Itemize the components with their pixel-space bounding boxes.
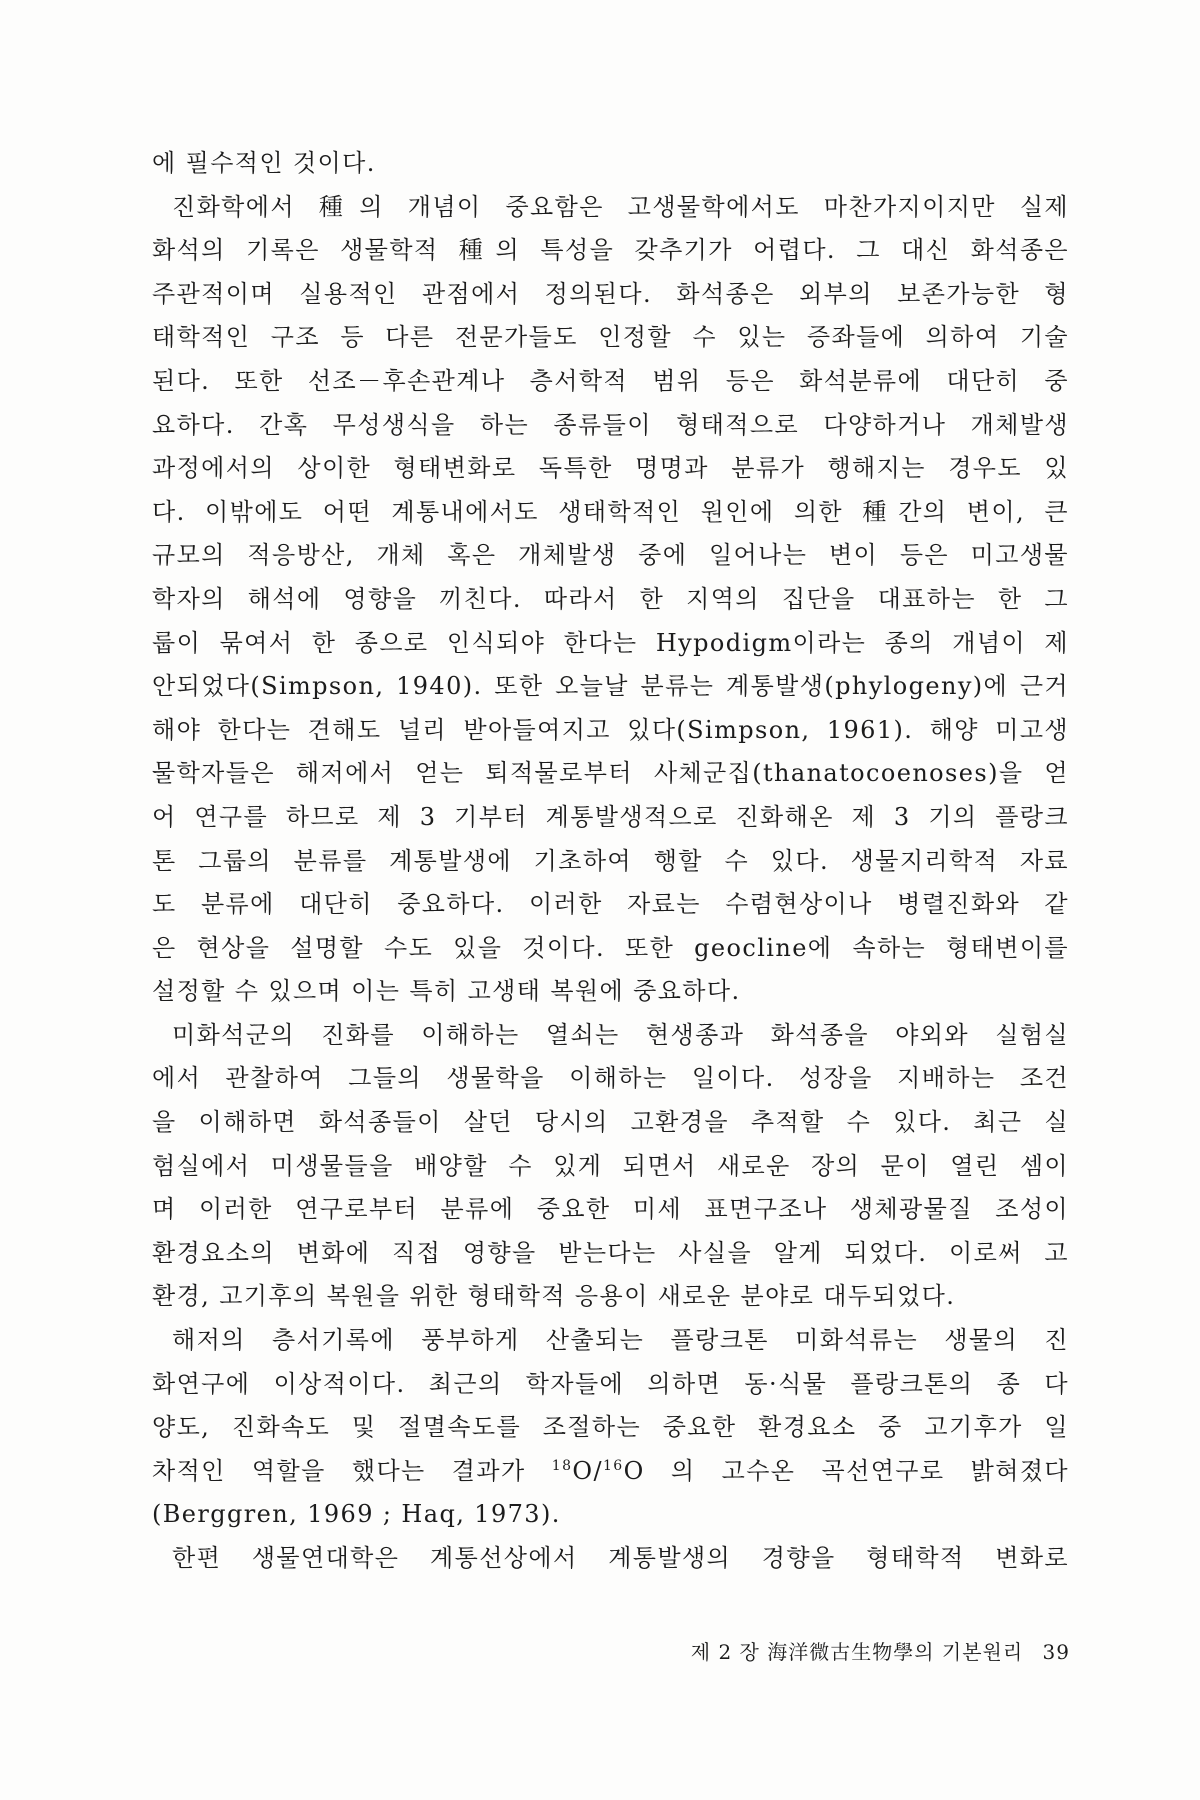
text-line: 다. 이밖에도 어떤 계통내에서도 생태학적인 원인에 의한 種간의 변이, 큰	[152, 497, 1069, 526]
text-line: 양도, 진화속도 및 절멸속도를 조절하는 중요한 환경요소 중 고기후가 일	[152, 1413, 1069, 1442]
text-line: 은 현상을 설명할 수도 있을 것이다. 또한 geocline에 속하는 형태변이를	[152, 933, 1069, 962]
text-line: 규모의 적응방산, 개체 혹은 개체발생 중에 일어나는 변이 등은 미고생물	[152, 541, 1069, 570]
page-footer	[691, 1636, 1070, 1665]
chapter-title: 海洋微古生物學의 기본원리	[767, 1640, 1024, 1664]
page-number: 39	[1042, 1640, 1070, 1664]
text-line: 한편 생물연대학은 계통선상에서 계통발생의 경향을 형태학적 변화로	[172, 1544, 1069, 1572]
text-line: 도 분류에 대단히 중요하다. 이러한 자료는 수렴현상이나 병렬진화와 같	[152, 890, 1069, 919]
element-symbol: O	[623, 1456, 645, 1485]
text-line: 에 필수적인 것이다.	[152, 149, 376, 177]
text-line: 톤 그룹의 분류를 계통발생에 기초하여 행할 수 있다. 생물지리학적 자료	[152, 846, 1069, 875]
text-line: 태학적인 구조 등 다른 전문가들도 인정할 수 있는 증좌들에 의하여 기술	[152, 323, 1069, 352]
text-line: 된다. 또한 선조－후손관계나 층서학적 범위 등은 화석분류에 대단히 중	[152, 366, 1069, 395]
text-line: 화석의 기록은 생물학적 種의 특성을 갖추기가 어렵다. 그 대신 화석종은	[152, 236, 1069, 265]
text-line	[152, 1450, 1069, 1494]
text-line: 해야 한다는 견해도 널리 받아들여지고 있다(Simpson, 1961). 해양 미고생	[152, 715, 1069, 744]
text-line: 며 이러한 연구로부터 분류에 중요한 미세 표면구조나 생체광물질 조성이	[152, 1195, 1069, 1224]
text-segment: 차적인 역할을 했다는 결과가	[152, 1456, 526, 1485]
text-line: 물학자들은 해저에서 얻는 퇴적물로부터 사체군집(thanatocoenoses)을 얻	[152, 759, 1069, 788]
text-line: 화연구에 이상적이다. 최근의 학자들에 의하면 동·식물 플랑크톤의 종 다	[152, 1369, 1069, 1398]
isotope-ratio	[552, 1457, 645, 1485]
text-line: 을 이해하면 화석종들이 살던 당시의 고환경을 추적할 수 있다. 최근 실	[152, 1108, 1069, 1137]
text-line: 어 연구를 하므로 제 3 기부터 계통발생적으로 진화해온 제 3 기의 플랑크	[152, 802, 1069, 831]
text-line: 룹이 묶여서 한 종으로 인식되야 한다는 Hypodigm이라는 종의 개념이 제	[152, 628, 1069, 657]
text-line: 미화석군의 진화를 이해하는 열쇠는 현생종과 화석종을 야외와 실험실	[172, 1020, 1069, 1049]
body-text	[152, 142, 1069, 1581]
text-line: 안되었다(Simpson, 1940). 또한 오늘날 분류는 계통발생(phylogeny)에 근거	[152, 672, 1069, 701]
text-line: 진화학에서 種의 개념이 중요함은 고생물학에서도 마찬가지이지만 실제	[172, 192, 1069, 221]
element-symbol: O/	[572, 1456, 603, 1485]
text-line: 과정에서의 상이한 형태변화로 독특한 명명과 분류가 행해지는 경우도 있	[152, 454, 1069, 483]
text-line: 험실에서 미생물들을 배양할 수 있게 되면서 새로운 장의 문이 열린 셈이	[152, 1151, 1069, 1180]
text-line: 주관적이며 실용적인 관점에서 정의된다. 화석종은 외부의 보존가능한 형	[152, 279, 1069, 308]
text-segment: 의 고수온 곡선연구로 밝혀졌다	[670, 1456, 1069, 1485]
mass-number: 18	[551, 1457, 573, 1474]
text-line: 요하다. 간혹 무성생식을 하는 종류들이 형태적으로 다양하거나 개체발생	[152, 410, 1069, 439]
text-line: 환경, 고기후의 복원을 위한 형태학적 응용이 새로운 분야로 대두되었다.	[152, 1282, 956, 1311]
text-line: (Berggren, 1969 ; Haq, 1973).	[152, 1500, 561, 1529]
text-line: 해저의 층서기록에 풍부하게 산출되는 플랑크톤 미화석류는 생물의 진	[172, 1326, 1069, 1355]
chapter-number: 제 2 장	[690, 1640, 760, 1664]
text-line: 환경요소의 변화에 직접 영향을 받는다는 사실을 알게 되었다. 이로써 고	[152, 1238, 1069, 1267]
text-line: 에서 관찰하여 그들의 생물학을 이해하는 일이다. 성장을 지배하는 조건	[152, 1064, 1069, 1093]
mass-number: 16	[602, 1457, 624, 1474]
text-line: 학자의 해석에 영향을 끼친다. 따라서 한 지역의 집단을 대표하는 한 그	[152, 584, 1069, 613]
text-line: 설정할 수 있으며 이는 특히 고생태 복원에 중요하다.	[152, 977, 741, 1006]
